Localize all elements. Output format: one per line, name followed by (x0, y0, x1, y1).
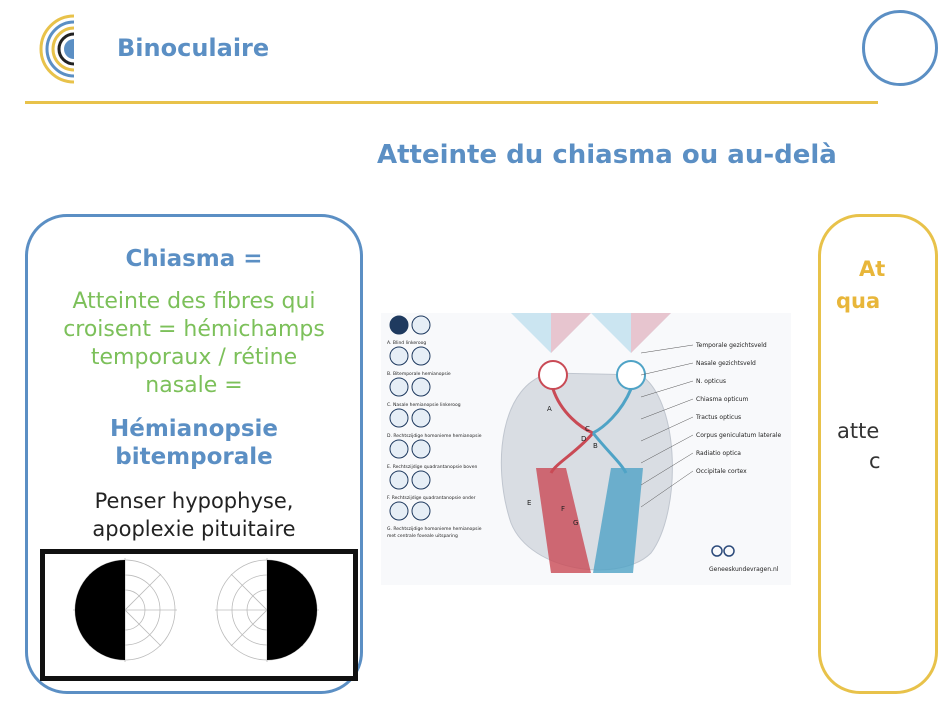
right-card-line-3: atte (837, 419, 880, 443)
right-card (818, 214, 938, 694)
card-heading: Chiasma = (125, 246, 263, 272)
slide-subtitle: Atteinte du chiasma ou au-delà (377, 140, 837, 170)
diagram-right-label: Occipitale cortex (696, 468, 747, 475)
diagram-right-label: Radiatio optica (696, 450, 741, 457)
diagram-right-label: Corpus geniculatum laterale (696, 432, 782, 439)
card-line-1: Atteinte des fibres qui (72, 289, 316, 314)
owl-icon (712, 546, 722, 556)
diagram-left-label: F. Rechtszijdige quadrantanopsie onder (387, 496, 476, 501)
diagram-letter: C (585, 425, 590, 433)
diagram-left-label: E. Rechtszijdige quadrantanopsie boven (387, 465, 478, 470)
logo-icon (34, 14, 80, 84)
diagram-left-label: A. Blind linkeroog (387, 341, 427, 346)
field-circle-icon (390, 471, 408, 489)
card-line-4: nasale = (145, 373, 243, 398)
field-circle-icon (412, 409, 430, 427)
diagram-left-label: met centrale foveale uitsparing (387, 534, 458, 539)
leader-line (641, 345, 693, 353)
diagram-left-label: B. Bitemporale hemianopsie (387, 372, 451, 377)
field-circle-icon (412, 440, 430, 458)
card-note-2: apoplexie pituitaire (92, 517, 296, 541)
diagram-right-label: Chiasma opticum (696, 396, 749, 403)
right-card-line-1: At (859, 257, 886, 281)
field-circle-icon (390, 347, 408, 365)
right-card-line-2: qua (836, 289, 881, 313)
corner-logo-icon (862, 10, 938, 86)
field-circle-icon (412, 471, 430, 489)
field-circle-icon (390, 316, 408, 334)
header-divider (25, 101, 878, 104)
right-card-line-4: c (869, 449, 881, 473)
diagram-credit: Geneeskundevragen.nl (709, 566, 779, 573)
card-line-2: croisent = hémichamps (63, 317, 325, 342)
diagram-letter: A (547, 405, 552, 413)
field-circle-icon (412, 347, 430, 365)
diagram-letter: B (593, 442, 598, 450)
diagram-letter: G (573, 519, 579, 527)
diagram-right-label: N. opticus (696, 378, 727, 385)
card-line-3: temporaux / rétine (90, 345, 298, 370)
diagram-left-label: D. Rechtszijdige homonieme hemianopsie (387, 434, 482, 439)
diagram-right-label: Nasale gezichtsveld (696, 360, 756, 367)
chiasma-card (25, 214, 363, 694)
diagram-right-label: Temporale gezichtsveld (696, 342, 767, 349)
brain-pathway-icon (381, 313, 791, 585)
card-result-1: Hémianopsie (109, 416, 279, 442)
field-circle-icon (412, 378, 430, 396)
diagram-left-label: G. Rechtszijdige homonieme hemianopsie (387, 527, 482, 532)
field-circle-icon (390, 440, 408, 458)
visual-field-image (40, 549, 358, 681)
diagram-right-label: Tractus opticus (696, 414, 742, 421)
field-circle-icon (412, 502, 430, 520)
card-result-2: bitemporale (115, 444, 273, 470)
diagram-letter: D (581, 435, 587, 443)
diagram-letter: F (561, 505, 566, 513)
field-circle-icon (390, 502, 408, 520)
field-circle-icon (390, 409, 408, 427)
diagram-left-label: C. Nasale hemianopsie linkeroog (387, 403, 461, 408)
leader-line (641, 363, 693, 375)
field-circle-icon (390, 378, 408, 396)
slide-title: Binoculaire (117, 34, 270, 62)
field-circle-icon (412, 316, 430, 334)
diagram-letter: E (527, 499, 532, 507)
visual-pathway-diagram (381, 313, 791, 585)
bitemporal-field-icon (45, 554, 343, 666)
card-note-1: Penser hypophyse, (94, 489, 294, 513)
